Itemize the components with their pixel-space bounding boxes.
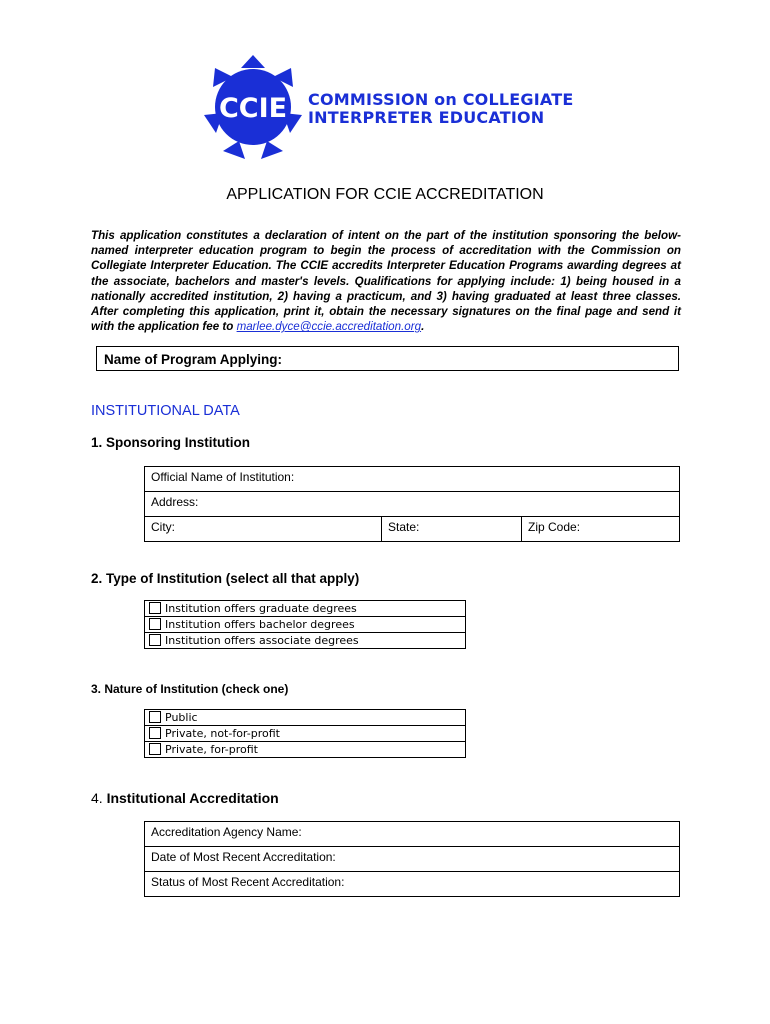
checkbox[interactable] [149,602,161,614]
type-heading: 2. Type of Institution (select all that apply) [91,571,360,586]
nature-option-forprofit[interactable] [145,742,466,758]
accreditation-date-field[interactable]: Date of Most Recent Accreditation: [145,847,680,872]
nature-option-nonprofit[interactable] [145,726,466,742]
logo-text: CCIE [218,93,288,124]
program-name-label: Name of Program Applying: [104,352,283,367]
address-field[interactable]: Address: [145,492,680,517]
accreditation-heading-number: 4. [91,790,107,806]
city-field[interactable]: City: [145,517,382,542]
type-options-table [144,600,466,649]
accreditation-heading [91,790,279,806]
option-label: Institution offers associate degrees [165,634,359,647]
official-name-field[interactable]: Official Name of Institution: [145,467,680,492]
agency-name-field[interactable]: Accreditation Agency Name: [145,822,680,847]
org-name-line2: INTERPRETER EDUCATION [308,108,545,127]
page-title: APPLICATION FOR CCIE ACCREDITATION [226,186,544,203]
type-option-associate[interactable] [145,633,466,649]
nature-options-table [144,709,466,758]
org-name-line1: COMMISSION on COLLEGIATE [308,90,574,109]
intro-paragraph [91,228,681,334]
checkbox[interactable] [149,618,161,630]
option-label: Private, for-profit [165,743,258,756]
intro-text: This application constitutes a declaration of intent on the part of the institution sponsoring the below-named interpreter education program to begin the process of accreditation with the Commission on Collegiate Interpreter Education. The CCIE accredits Interpreter Education Programs awarding degrees at the associate, bachelors and master's levels. Qualifications for applying include: 1) being housed in a nationally accredited institution, 2) having a practicum, and 3) having graduated at least three classes. After completing this application, print it, obtain the necessary signatures on the final page and send it with the application fee to [91,229,681,334]
zip-field[interactable]: Zip Code: [522,517,680,542]
section-title: INSTITUTIONAL DATA [91,403,240,419]
type-option-bachelor[interactable] [145,617,466,633]
intro-end: . [421,320,425,334]
option-label: Private, not-for-profit [165,727,280,740]
email-link[interactable]: marlee.dyce@ccie.accreditation.org [236,320,422,334]
sponsoring-table [144,466,680,542]
checkbox[interactable] [149,727,161,739]
type-option-graduate[interactable] [145,601,466,617]
accreditation-status-field[interactable]: Status of Most Recent Accreditation: [145,872,680,897]
accreditation-table [144,821,680,897]
state-field[interactable]: State: [382,517,522,542]
option-label: Public [165,711,198,724]
checkbox[interactable] [149,634,161,646]
checkbox[interactable] [149,711,161,723]
nature-option-public[interactable] [145,710,466,726]
sponsoring-heading: 1. Sponsoring Institution [91,435,250,450]
nature-heading: 3. Nature of Institution (check one) [91,682,289,696]
checkbox[interactable] [149,743,161,755]
option-label: Institution offers bachelor degrees [165,618,355,631]
ccie-logo-icon [203,55,303,160]
option-label: Institution offers graduate degrees [165,602,357,615]
accreditation-heading-text: Institutional Accreditation [106,790,279,806]
